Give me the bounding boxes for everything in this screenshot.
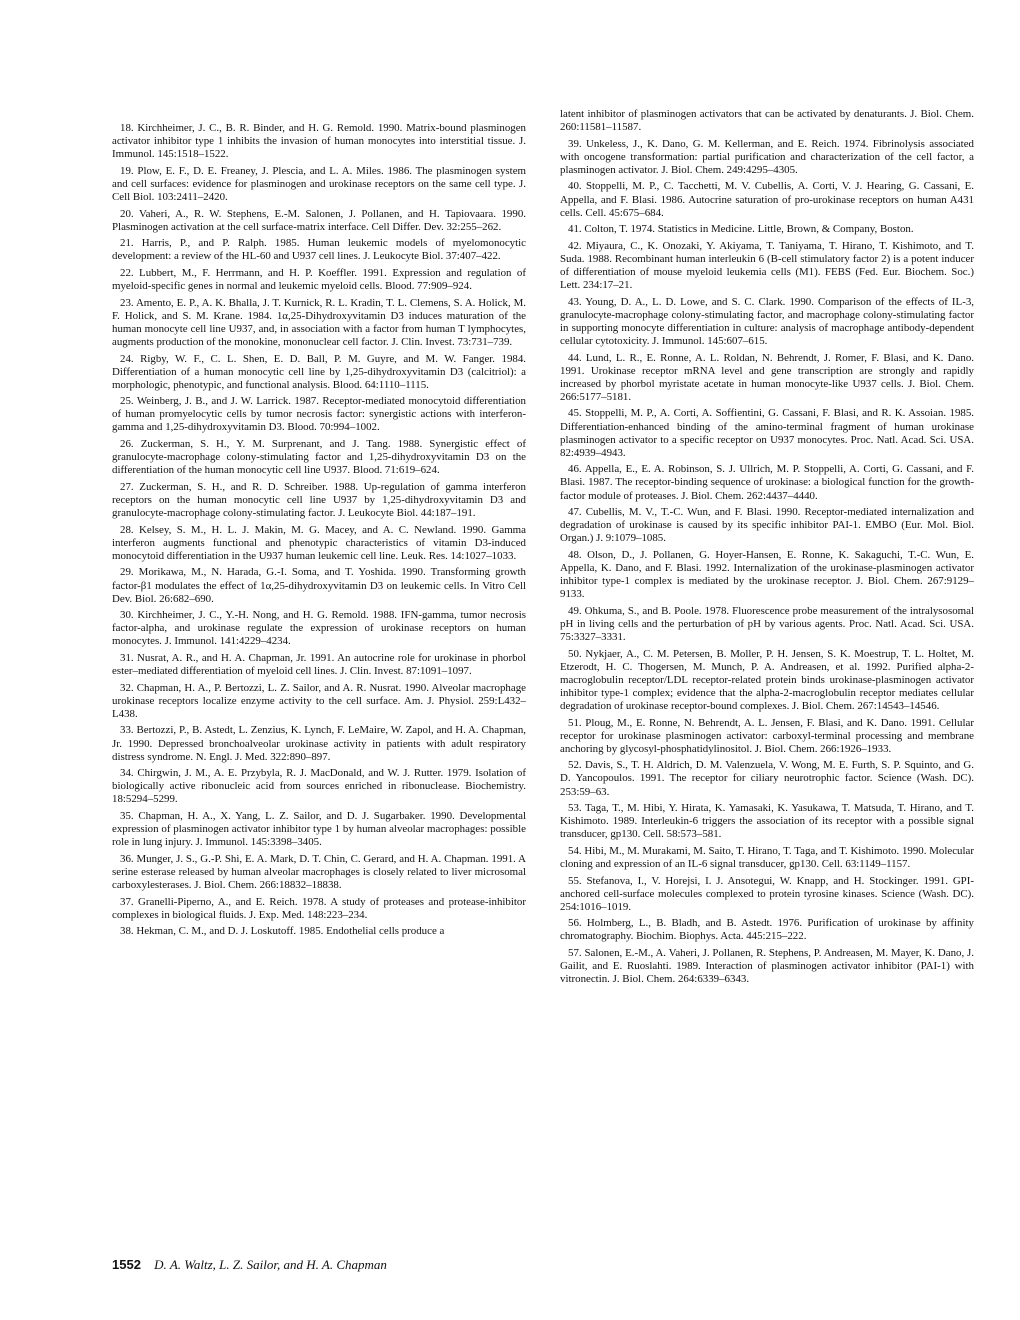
page-footer <box>112 1257 387 1273</box>
reference-35: 35. Chapman, H. A., X. Yang, L. Z. Sailor, and D. J. Sugarbaker. 1990. Developmental expression of plasminogen activator inhibitor type 1 by human alveolar macrophages: possible role in lung injury. J. Immunol. 145:3398–3405. <box>112 810 526 849</box>
reference-23: 23. Amento, E. P., A. K. Bhalla, J. T. Kurnick, R. L. Kradin, T. L. Clemens, S. A. Holick, M. F. Holick, and S. M. Krane. 1984. 1α,25-Dihydroxyvitamin D3 induces maturation of the human monocyte cell line U937, and, in association with a factor from human T lymphocytes, augments production of the monokine, mononuclear cell factor. J. Clin. Invest. 73:731–739. <box>112 296 526 348</box>
reference-29: 29. Morikawa, M., N. Harada, G.-I. Soma, and T. Yoshida. 1990. Transforming growth factor-β1 modulates the effect of 1α,25-dihydroxyvitamin D3 on leukemic cells. In Vitro Cell Dev. Biol. 26:682–690. <box>112 566 526 605</box>
reference-18: 18. Kirchheimer, J. C., B. R. Binder, and H. G. Remold. 1990. Matrix-bound plasminogen activator inhibitor type 1 inhibits the invasion of human monocytes into interstitial tissue. J. Immunol. 145:1518–1522. <box>112 122 526 161</box>
reference-22: 22. Lubbert, M., F. Herrmann, and H. P. Koeffler. 1991. Expression and regulation of myeloid-specific genes in normal and leukemic myeloid cells. Blood. 77:909–924. <box>112 266 526 293</box>
reference-38: 38. Hekman, C. M., and D. J. Loskutoff. 1985. Endothelial cells produce a <box>120 925 445 938</box>
reference-57: 57. Salonen, E.-M., A. Vaheri, J. Pollanen, R. Stephens, P. Andreasen, M. Mayer, K. Dano, J. Gailit, and E. Ruoslahti. 1989. Interaction of plasminogen activator inhibitor (PAI-1) with vitronectin. J. Biol. Chem. 264:6339–6343. <box>560 947 974 986</box>
reference-46: 46. Appella, E., E. A. Robinson, S. J. Ullrich, M. P. Stoppelli, A. Corti, G. Cassani, and F. Blasi. 1987. The receptor-binding sequence of urokinase: a biological function for the growth-factor module of proteases. J. Biol. Chem. 262:4437–4440. <box>560 463 974 502</box>
reference-21: 21. Harris, P., and P. Ralph. 1985. Human leukemic models of myelomonocytic development: a review of the HL-60 and U937 cell lines. J. Leukocyte Biol. 37:407–422. <box>112 237 526 263</box>
reference-44: 44. Lund, L. R., E. Ronne, A. L. Roldan, N. Behrendt, J. Romer, F. Blasi, and K. Dano. 1991. Urokinase receptor mRNA level and gene transcription are strongly and rapidly increased by phorbol myristate acetate in human monocyte-like U937 cells. J. Biol. Chem. 266:5177–5181. <box>560 351 974 403</box>
reference-27: 27. Zuckerman, S. H., and R. D. Schreiber. 1988. Up-regulation of gamma interferon receptors on the human monocytic cell line U937 by 1,25-dihydroxyvitamin D3 and granulocyte-macrophage colony-stimulating factor. J. Leukocyte Biol. 44:187–191. <box>112 480 526 520</box>
reference-40: 40. Stoppelli, M. P., C. Tacchetti, M. V. Cubellis, A. Corti, V. J. Hearing, G. Cassani, E. Appella, and F. Blasi. 1986. Autocrine saturation of pro-urokinase receptors on human A431 cells. Cell. 45:675–684. <box>560 180 974 219</box>
reference-38-continuation: latent inhibitor of plasminogen activators that can be activated by denaturants. J. Biol. Chem. 260:11581–11587. <box>560 108 974 134</box>
reference-30: 30. Kirchheimer, J. C., Y.-H. Nong, and H. G. Remold. 1988. IFN-gamma, tumor necrosis factor-alpha, and urokinase regulate the expression of urokinase receptors on human monocytes. J. Immunol. 141:4229–4234. <box>112 609 526 648</box>
reference-20: 20. Vaheri, A., R. W. Stephens, E.-M. Salonen, J. Pollanen, and H. Tapiovaara. 1990. Plasminogen activation at the cell surface-matrix interface. Cell Differ. Dev. 32:255–262. <box>112 207 526 233</box>
references-column-left <box>112 122 526 942</box>
references-column-right <box>560 108 974 990</box>
reference-19: 19. Plow, E. F., D. E. Freaney, J. Plescia, and L. A. Miles. 1986. The plasminogen system and cell surfaces: evidence for plasminogen and urokinase receptors on the same cell type. J. Cell Biol. 103:2411–2420. <box>112 164 526 203</box>
reference-26: 26. Zuckerman, S. H., Y. M. Surprenant, and J. Tang. 1988. Synergistic effect of granulocyte-macrophage colony-stimulating factor and 1,25-dihydroxyvitamin D3 on the differentiation of the human monocytic cell line U937. Blood. 71:619–624. <box>112 438 526 477</box>
page-number: 1552 <box>112 1257 141 1272</box>
reference-37: 37. Granelli-Piperno, A., and E. Reich. 1978. A study of proteases and protease-inhibitor complexes in biological fluids. J. Exp. Med. 148:223–234. <box>112 895 526 921</box>
reference-48: 48. Olson, D., J. Pollanen, G. Hoyer-Hansen, E. Ronne, K. Sakaguchi, T.-C. Wun, E. Appella, K. Dano, and F. Blasi. 1992. Internalization of the urokinase-plasminogen activator inhibitor type-1 complex is mediated by the urokinase receptor. J. Biol. Chem. 267:9129–9133. <box>560 548 974 601</box>
reference-55: 55. Stefanova, I., V. Horejsi, I. J. Ansotegui, W. Knapp, and H. Stockinger. 1991. GPI-anchored cell-surface molecules complexed to protein tyrosine kinases. Science (Wash. DC). 254:1016–1019. <box>560 874 974 913</box>
reference-47: 47. Cubellis, M. V., T.-C. Wun, and F. Blasi. 1990. Receptor-mediated internalization and degradation of urokinase is caused by its specific inhibitor PAI-1. EMBO (Eur. Mol. Biol. Organ.) J. 9:1079–1085. <box>560 506 974 545</box>
reference-56: 56. Holmberg, L., B. Bladh, and B. Astedt. 1976. Purification of urokinase by affinity chromatography. Biochim. Biophys. Acta. 445:215–222. <box>560 917 974 943</box>
reference-34: 34. Chirgwin, J. M., A. E. Przybyla, R. J. MacDonald, and W. J. Rutter. 1979. Isolation of biologically active ribonucleic acid from sources enriched in ribonuclease. Biochemistry. 18:5294–5299. <box>112 767 526 806</box>
reference-28: 28. Kelsey, S. M., H. L. J. Makin, M. G. Macey, and A. C. Newland. 1990. Gamma interferon augments functional and phenotypic characteristics of vitamin D3-induced monocytoid differentiation in the U937 human leukemic cell line. Leuk. Res. 14:1027–1033. <box>112 523 526 562</box>
reference-43: 43. Young, D. A., L. D. Lowe, and S. C. Clark. 1990. Comparison of the effects of IL-3, granulocyte-macrophage colony-stimulating factor, and macrophage colony-stimulating factor in supporting monocyte differentiation in culture: analysis of macrophage antibody-dependent cellular cytotoxicity. J. Immunol. 145:607–615. <box>560 295 974 347</box>
reference-54: 54. Hibi, M., M. Murakami, M. Saito, T. Hirano, T. Taga, and T. Kishimoto. 1990. Molecular cloning and expression of an IL-6 signal transducer, gp130. Cell. 63:1149–1157. <box>560 844 974 870</box>
reference-42: 42. Miyaura, C., K. Onozaki, Y. Akiyama, T. Taniyama, T. Hirano, T. Kishimoto, and T. Suda. 1988. Recombinant human interleukin 6 (B-cell stimulatory factor 2) is a potent inducer of differentiation of mouse myeloid leukemia cells (M1). FEBS (Fed. Eur. Biochem. Soc.) Lett. 234:17–21. <box>560 239 974 292</box>
reference-24: 24. Rigby, W. F., C. L. Shen, E. D. Ball, P. M. Guyre, and M. W. Fanger. 1984. Differentiation of a human monocytic cell line by 1,25-dihydroxyvitamin D3 (calcitriol): a morphologic, phenotypic, and functional analysis. Blood. 64:1110–1115. <box>112 352 526 391</box>
running-authors: D. A. Waltz, L. Z. Sailor, and H. A. Chapman <box>154 1257 387 1272</box>
reference-31: 31. Nusrat, A. R., and H. A. Chapman, Jr. 1991. An autocrine role for urokinase in phorbol ester–mediated differentiation of myeloid cell lines. J. Clin. Invest. 87:1091–1097. <box>112 651 526 678</box>
reference-51: 51. Ploug, M., E. Ronne, N. Behrendt, A. L. Jensen, F. Blasi, and K. Dano. 1991. Cellular receptor for urokinase plasminogen activator: carboxyl-terminal processing and membrane anchoring by glycosyl-phosphatidylinositol. J. Biol. Chem. 266:1926–1933. <box>560 716 974 755</box>
reference-50: 50. Nykjaer, A., C. M. Petersen, B. Moller, P. H. Jensen, S. K. Moestrup, T. L. Holtet, M. Etzerodt, H. C. Thogersen, M. Munch, P. A. Andreasen, et al. 1992. Purified alpha-2-macroglobulin receptor/LDL receptor-related protein binds urokinase-plasminogen activator inhibitor type-1 complex; evidence that the alpha-2-macroglobulin receptor mediates cellular degradation of urokinase receptor-bound complexes. J. Biol. Chem. 267:14543–14546. <box>560 647 974 712</box>
reference-41: 41. Colton, T. 1974. Statistics in Medicine. Little, Brown, & Company, Boston. <box>568 223 914 236</box>
reference-53: 53. Taga, T., M. Hibi, Y. Hirata, K. Yamasaki, K. Yasukawa, T. Matsuda, T. Hirano, and T. Kishimoto. 1989. Interleukin-6 triggers the association of its receptor with a possible signal transducer, gp130. Cell. 58:573–581. <box>560 802 974 841</box>
reference-36: 36. Munger, J. S., G.-P. Shi, E. A. Mark, D. T. Chin, C. Gerard, and H. A. Chapman. 1991. A serine esterase released by human alveolar macrophages is closely related to liver microsomal carboxylesterases. J. Biol. Chem. 266:18832–18838. <box>112 852 526 891</box>
reference-39: 39. Unkeless, J., K. Dano, G. M. Kellerman, and E. Reich. 1974. Fibrinolysis associated with oncogene transformation: partial purification and characterization of the cell factor, a plasminogen activator. J. Biol. Chem. 249:4295–4305. <box>560 137 974 176</box>
reference-45: 45. Stoppelli, M. P., A. Corti, A. Soffientini, G. Cassani, F. Blasi, and R. K. Assoian. 1985. Differentiation-enhanced binding of the amino-terminal fragment of human urokinase plasminogen activator to a specific receptor on U937 monocytes. Proc. Natl. Acad. Sci. USA. 82:4939–4943. <box>560 407 974 459</box>
reference-33: 33. Bertozzi, P., B. Astedt, L. Zenzius, K. Lynch, F. LeMaire, W. Zapol, and H. A. Chapman, Jr. 1990. Depressed bronchoalveolar urokinase activity in patients with adult respiratory distress syndrome. N. Engl. J. Med. 322:890–897. <box>112 724 526 763</box>
reference-49: 49. Ohkuma, S., and B. Poole. 1978. Fluorescence probe measurement of the intralysosomal pH in living cells and the perturbation of pH by various agents. Proc. Natl. Acad. Sci. USA. 75:3327–3331. <box>560 604 974 643</box>
reference-32: 32. Chapman, H. A., P. Bertozzi, L. Z. Sailor, and A. R. Nusrat. 1990. Alveolar macrophage urokinase receptors localize enzyme activity to the cell surface. Am. J. Physiol. 259:L432–L438. <box>112 681 526 720</box>
reference-52: 52. Davis, S., T. H. Aldrich, D. M. Valenzuela, V. Wong, M. E. Furth, S. P. Squinto, and G. D. Yancopoulos. 1991. The receptor for ciliary neurotrophic factor. Science (Wash. DC). 253:59–63. <box>560 759 974 798</box>
reference-25: 25. Weinberg, J. B., and J. W. Larrick. 1987. Receptor-mediated monocytoid differentiation of human promyelocytic cells by tumor necrosis factor: synergistic actions with interferon-gamma and 1,25-dihydroxyvitamin D3. Blood. 70:994–1002. <box>112 395 526 434</box>
